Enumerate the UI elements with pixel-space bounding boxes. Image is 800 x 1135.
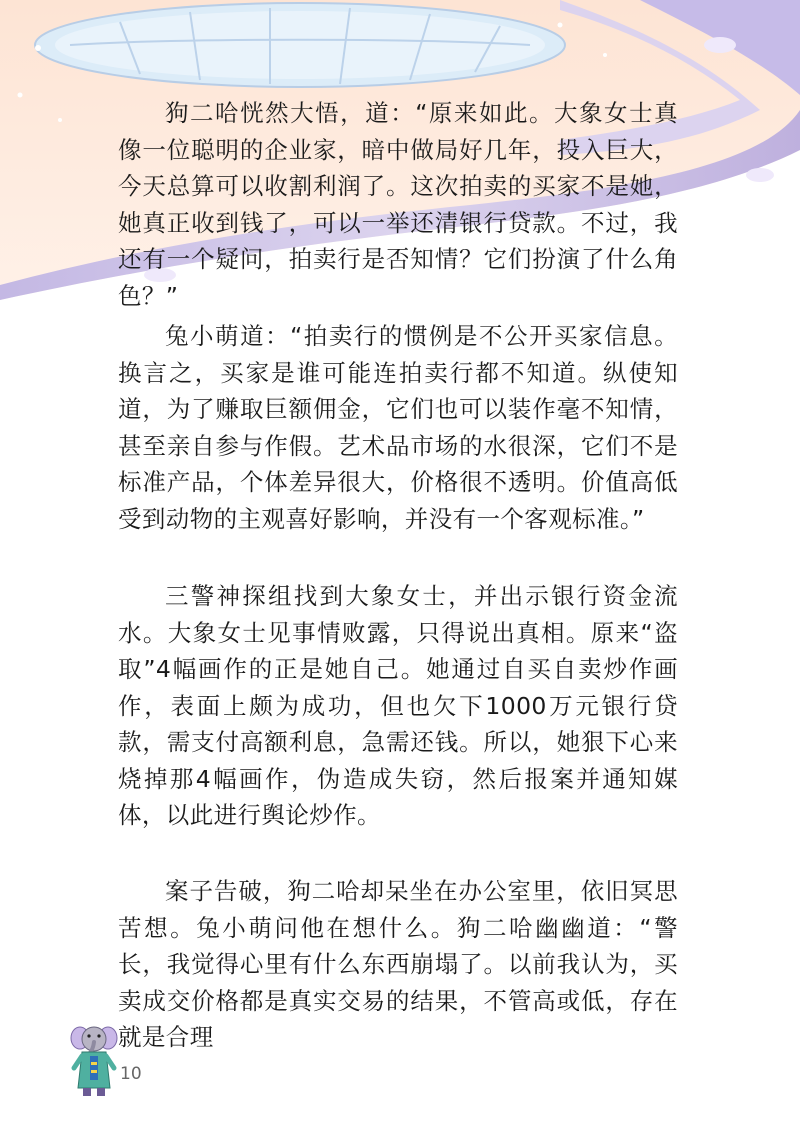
paragraph-2	[118, 318, 678, 537]
paragraph-1	[118, 95, 678, 314]
elephant-character-icon	[70, 1022, 118, 1098]
paragraph-3	[118, 578, 678, 834]
paragraph-text: 三警神探组找到大象女士，并出示银行资金流水。大象女士见事情败露，只得说出真相。原来“盗取”4幅画作的正是她自己。她通过自买自卖炒作画作，表面上颇为成功，但也欠下1000万元银行贷款，需支付高额利息，急需还钱。所以，她狠下心来烧掉那4幅画作，伪造成失窃，然后报案并通知媒体，以此进行舆论炒作。	[118, 582, 678, 829]
page-number: 10	[120, 1064, 142, 1084]
paragraph-4	[118, 873, 678, 1056]
paragraph-text: 兔小萌道：“拍卖行的惯例是不公开买家信息。换言之，买家是谁可能连拍卖行都不知道。纵使知道，为了赚取巨额佣金，它们也可以装作毫不知情，甚至亲自参与作假。艺术品市场的水很深，它们不是标准产品，个体差异很大，价格很不透明。价值高低受到动物的主观喜好影响，并没有一个客观标准。”	[118, 322, 678, 533]
paragraph-text: 狗二哈恍然大悟，道：“原来如此。大象女士真像一位聪明的企业家，暗中做局好几年，投入巨大，今天总算可以收割利润了。这次拍卖的买家不是她，她真正收到钱了，可以一举还清银行贷款。不过，我还有一个疑问，拍卖行是否知情？它们扮演了什么角色？”	[118, 99, 678, 310]
paragraph-text: 案子告破，狗二哈却呆坐在办公室里，依旧冥思苦想。兔小萌问他在想什么。狗二哈幽幽道：“警长，我觉得心里有什么东西崩塌了。以前我认为，买卖成交价格都是真实交易的结果，不管高或低，存在就是合理	[118, 877, 678, 1051]
